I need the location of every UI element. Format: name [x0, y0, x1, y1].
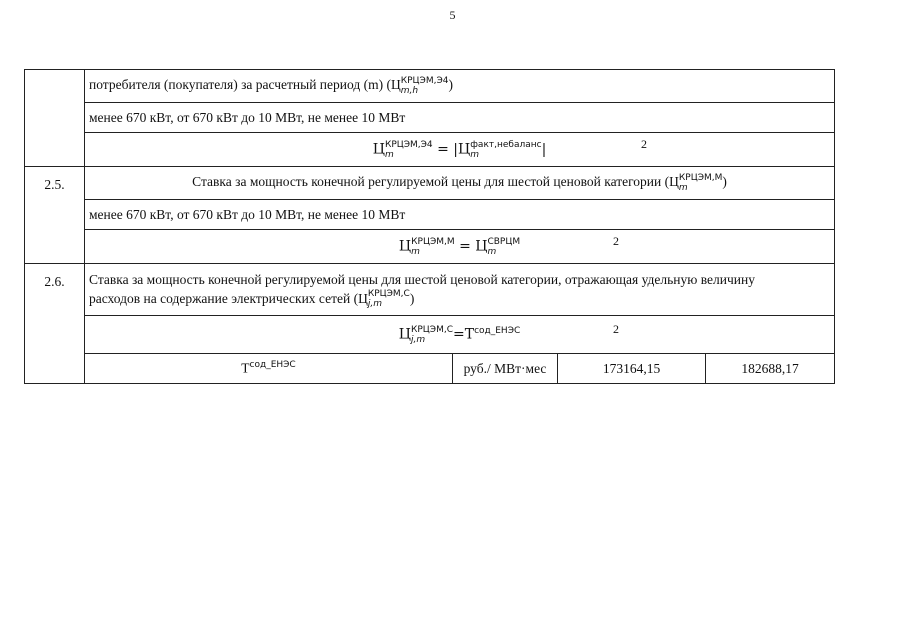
table-row [25, 230, 835, 264]
superscript: КРЦЭМ,М [678, 173, 723, 183]
table-row [25, 200, 835, 230]
closing-paren: ) [448, 77, 453, 93]
symbol-indices [401, 76, 449, 96]
formula-annotation: 2 [641, 137, 647, 151]
subscript: m [487, 246, 497, 257]
symbol-indices [411, 237, 454, 257]
superscript: КРЦЭМ,М [411, 236, 455, 247]
superscript: КРЦЭМ,С [410, 324, 453, 335]
formula-annotation: 2 [613, 234, 619, 248]
subscript: j,m [410, 334, 426, 345]
section-title-line-1: Ставка за мощность конечной регулируемой цены для шестой ценовой категории, отражающая удельную величину [89, 271, 755, 287]
row-number-cell: 2.5. [25, 167, 85, 264]
formula-symbol: Ц [398, 238, 412, 254]
symbol-indices [368, 289, 410, 309]
superscript: КРЦЭМ,Э4 [400, 76, 449, 86]
section-title-line-2: расходов на содержание электрических сетей (Ц [89, 290, 368, 306]
table-row [25, 133, 835, 167]
table-row [25, 264, 835, 316]
formula-annotation: 2 [613, 322, 619, 336]
row-text: потребителя (покупателя) за расчетный период (m) (Ц [89, 77, 401, 93]
row-text-cell: менее 670 кВт, от 670 кВт до 10 МВт, не менее 10 МВт [85, 200, 835, 230]
value-cell-1: 173164,15 [558, 354, 706, 384]
tariff-table [24, 69, 835, 384]
table-row [25, 167, 835, 200]
formula-cell [85, 133, 835, 167]
table-row [25, 103, 835, 133]
value-cell-2: 182688,17 [706, 354, 835, 384]
section-title-cell [85, 264, 835, 316]
tariff-symbol: Т [241, 360, 250, 376]
row-text-cell: менее 670 кВт, от 670 кВт до 10 МВт, не менее 10 МВт [85, 103, 835, 133]
row-number-cell: 2.6. [25, 264, 85, 384]
closing-paren: ) [722, 174, 727, 190]
formula-cell [85, 316, 835, 354]
formula-equals: = |Ц [432, 141, 471, 157]
formula-close: | [541, 141, 547, 157]
formula-equals: =Т [452, 326, 475, 342]
subscript: m [384, 149, 394, 160]
formula-symbol: Ц [372, 141, 385, 157]
superscript: сод_ЕНЭС [474, 325, 521, 336]
table-row [25, 316, 835, 354]
table-row [25, 354, 835, 384]
subscript: m [470, 149, 480, 160]
superscript: СВРЦМ [487, 236, 521, 247]
row-number-cell [25, 70, 85, 167]
superscript: КРЦЭМ,С [367, 289, 410, 300]
unit-cell: руб./ МВт·мес [453, 354, 558, 384]
section-title: Ставка за мощность конечной регулируемой цены для шестой ценовой категории (Ц [192, 174, 679, 190]
tariff-symbol-cell [85, 354, 453, 384]
table-row [25, 70, 835, 103]
section-title-cell [85, 167, 835, 200]
superscript: КРЦЭМ,Э4 [384, 139, 433, 150]
page-number: 5 [449, 8, 456, 22]
formula-symbol: Ц [398, 326, 411, 342]
subscript: m,h [400, 86, 419, 96]
subscript: j,m [367, 299, 382, 310]
subscript: m [678, 183, 688, 193]
formula-equals: = Ц [454, 238, 488, 254]
formula-cell [85, 230, 835, 264]
symbol-indices [411, 325, 453, 345]
superscript: факт,небаланс [470, 139, 542, 150]
superscript: сод_ЕНЭС [249, 360, 296, 371]
row-text-cell [85, 70, 835, 103]
symbol-indices [470, 140, 541, 160]
symbol-indices [385, 140, 433, 160]
closing-paren: ) [409, 290, 415, 306]
symbol-indices [679, 173, 722, 193]
symbol-indices [487, 237, 520, 257]
subscript: m [411, 246, 420, 257]
